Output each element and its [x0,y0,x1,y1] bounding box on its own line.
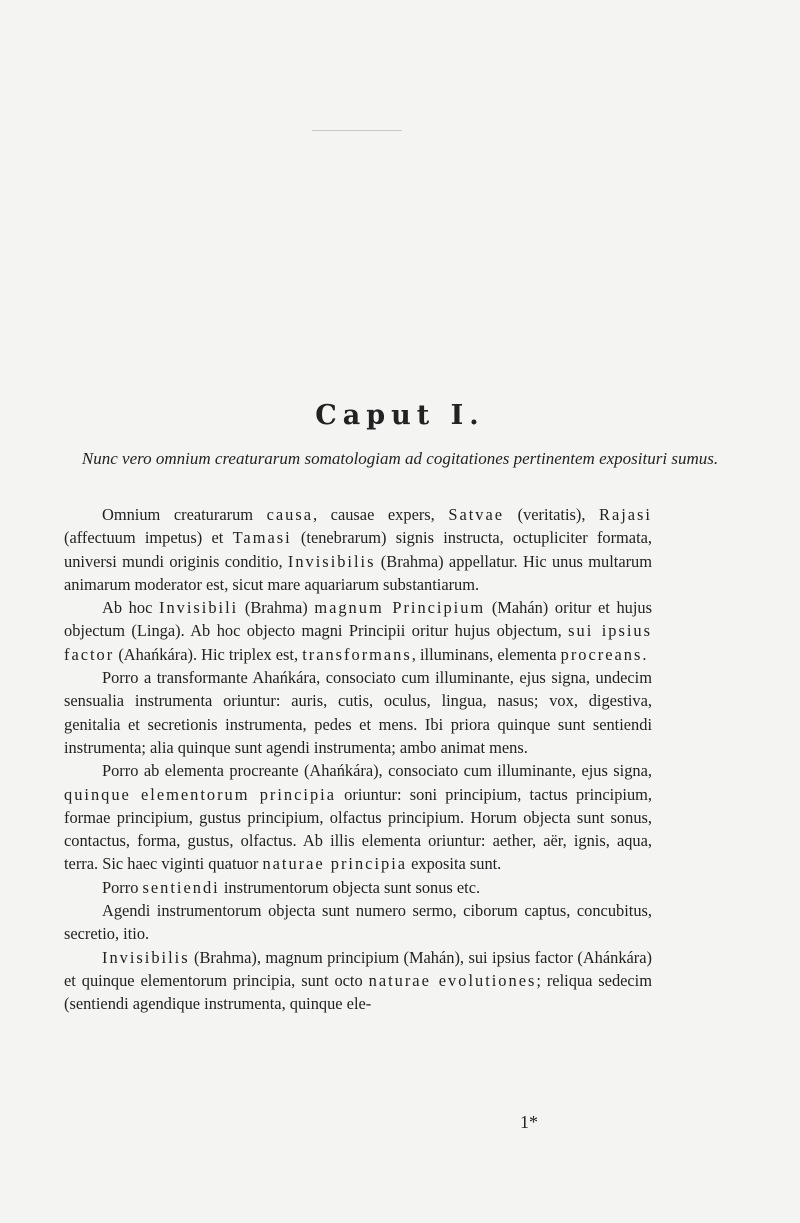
text-run: Porro ab elementa procreante (Ahańkára), consociato cum illuminante, ejus signa, [102,761,652,781]
paragraph [64,503,652,596]
text-run: oriuntur: soni principium, tactus principium, formae principium, gustus principium, olfactus principium. Horum objecta sunt sonus, contactus, forma, gustus, olfactus. Ab illis elementa oriuntur: aether, aër, ignis, aqua, terra. Sic haec viginti quatuor [64,784,652,874]
spaced-term: Invisibilis [102,947,190,967]
spaced-term: sui ipsius factor [64,621,652,664]
chapter-subtitle: Nunc vero omnium creaturarum somatologiam ad cogitationes pertinentem exposituri sumus. [81,449,719,468]
spaced-term: Rajasi [599,505,652,524]
paragraph [64,666,652,759]
body-text [64,503,652,1016]
spaced-term: Invisibili [159,598,239,618]
text-run: ; reliqua sedecim (sentiendi agendique instrumenta, quinque ele- [64,970,652,1014]
spaced-term: naturae evolutiones [368,970,537,990]
text-run: Agendi instrumentorum objecta sunt numero sermo, ciborum captus, concubitus, secretio, itio. [64,901,652,944]
spaced-term: transformans [302,644,412,664]
text-run: (affectuum impetus) et [64,528,233,548]
chapter-heading: Caput I. [315,400,485,431]
page-signature: 1* [520,1112,538,1132]
text-run: (Brahma) appellatur. Hic unus multarum animarum moderator est, sicut mare aquariarum substantiarum. [64,551,652,594]
spaced-term: Tamasi [232,528,292,548]
paragraph [64,899,652,946]
text-run: Ab hoc [102,598,160,618]
text-run: Porro a transformante Ahańkára, consociato cum illuminante, ejus signa, undecim sensualia instrumenta oriuntur: auris, cutis, oculus, lingua, nasus; vox, digestiva, genitalia et secretionis instrumenta, pedes et mens. Ibi priora quinque sunt sentiendi instrumenta; alia quinque sunt agendi instrumenta; ambo animat mens. [64,668,652,757]
paragraph [64,596,652,666]
text-run: (tenebrarum) signis instructa, octupliciter formata, universi mundi originis conditio, [64,528,653,571]
text-run: exposita sunt. [407,854,502,874]
text-run: Omnium creaturarum [102,505,267,524]
text-run: (Brahma) [238,598,315,618]
text-run: . [642,644,647,664]
spaced-term: quinque elementorum principia [64,784,336,804]
text-run: Porro [102,877,143,897]
spaced-term: procreans [560,644,643,664]
spaced-term: Invisibilis [287,551,376,571]
text-run: instrumentorum objecta sunt sonus etc. [219,877,481,897]
spaced-term: causa [266,505,313,524]
text-run: (veritatis), [504,505,600,524]
paragraph [64,759,652,875]
text-run: (Mahán) oritur et hujus objectum (Linga). Ab hoc objecto magni Principii oritur hujus objectum, [64,598,652,641]
spaced-term: Satvae [448,505,505,524]
spaced-term: naturae principia [262,854,408,874]
text-run: , causae expers, [313,505,449,524]
text-run: (Brahma), magnum principium (Mahán), sui ipsius factor (Ahánkára) et quinque elementorum principia, sunt octo [64,947,652,990]
paragraph [64,876,652,899]
spaced-term: sentiendi [142,877,220,897]
text-run: , illuminans, elementa [411,644,561,664]
paragraph [64,946,652,1016]
spaced-term: magnum Principium [314,598,486,618]
text-run: (Ahańkára). Hic triplex est, [114,644,303,664]
bleed-through-rule [312,130,402,131]
